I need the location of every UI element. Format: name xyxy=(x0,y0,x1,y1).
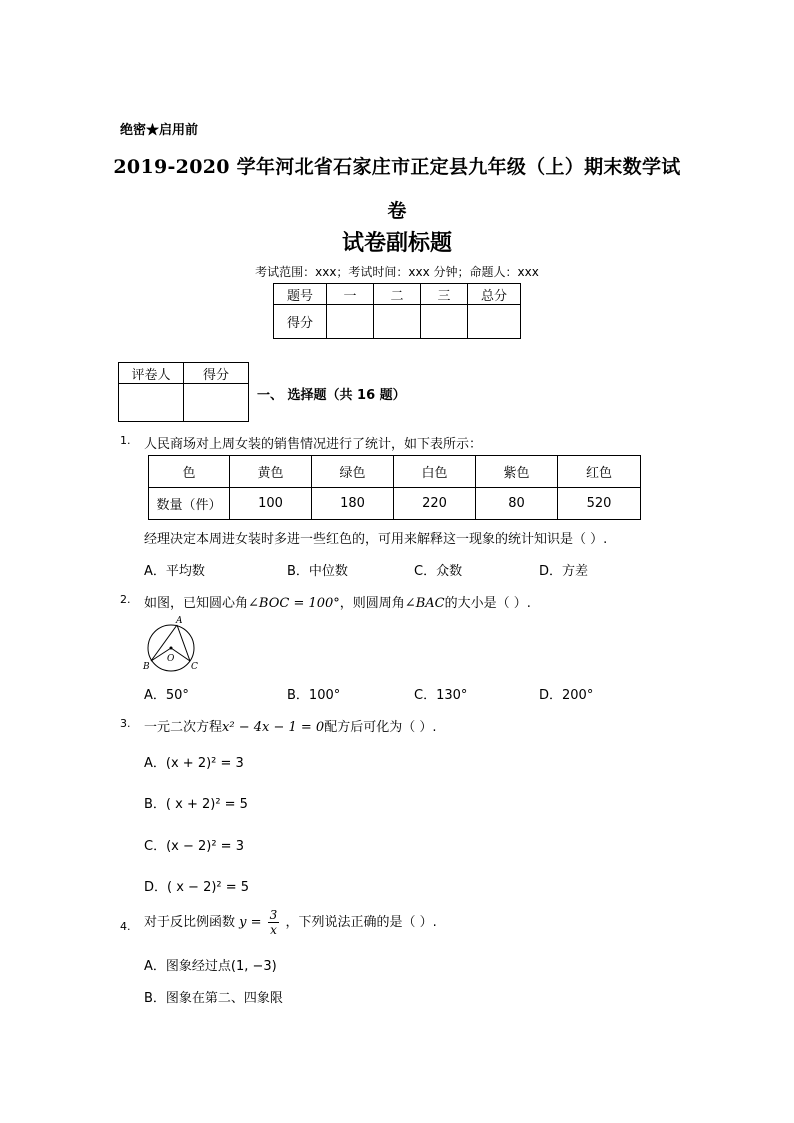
option-b: B．100° xyxy=(287,688,341,703)
score-header-cell: 总分 xyxy=(468,284,521,305)
option-b: B．中位数 xyxy=(287,564,348,579)
fraction-numerator: 3 xyxy=(269,908,278,922)
question-text xyxy=(144,592,531,611)
question-text-part: 的大小是（ ）. xyxy=(444,596,531,611)
option-b: B．( x + 2)² = 5 xyxy=(144,797,248,812)
label-a: A xyxy=(176,616,183,626)
sales-header-cell: 黄色 xyxy=(230,456,312,488)
exam-title-line2: 卷 xyxy=(387,200,407,222)
question-followup: 经理决定本周进女装时多进一些红色的，可用来解释这一现象的统计知识是（ ）. xyxy=(144,532,608,547)
exam-info: 考试范围：xxx；考试时间：xxx 分钟；命题人：xxx xyxy=(255,265,539,279)
option-b: B．图象在第二、四象限 xyxy=(144,991,283,1006)
sales-cell: 180 xyxy=(312,488,394,520)
question-text-part: 对于反比例函数 xyxy=(144,915,236,930)
option-c: C．130° xyxy=(414,688,468,703)
question-number: 1. xyxy=(120,434,131,447)
center-point xyxy=(170,647,173,650)
option-c: C．(x − 2)² = 3 xyxy=(144,839,244,854)
option-a: A．(x + 2)² = 3 xyxy=(144,756,244,771)
question-text-part: 一元二次方程 xyxy=(144,720,223,735)
function-lhs: y = xyxy=(239,915,262,930)
angle-expression: ∠BAC xyxy=(404,596,445,611)
grader-score-cell xyxy=(184,384,249,422)
grader-score-header: 得分 xyxy=(184,363,249,384)
question-text-part: 如图，已知圆心角 xyxy=(144,596,249,611)
option-a: A．平均数 xyxy=(144,564,205,579)
sales-header-cell: 紫色 xyxy=(476,456,558,488)
confidential-label: 绝密★启用前 xyxy=(120,123,199,138)
question-text: 人民商场对上周女装的销售情况进行了统计，如下表所示： xyxy=(144,437,483,452)
equation: x² − 4x − 1 = 0 xyxy=(222,720,325,735)
sales-table xyxy=(148,455,641,520)
label-b: B xyxy=(143,662,150,672)
exam-title xyxy=(90,145,704,233)
score-cell xyxy=(327,305,374,339)
exam-title-line1: 2019-2020 学年河北省石家庄市正定县九年级（上）期末数学试 xyxy=(113,156,681,178)
question-text-part: ，下列说法正确的是（ ）. xyxy=(285,915,437,930)
sales-cell: 520 xyxy=(558,488,641,520)
score-cell xyxy=(468,305,521,339)
sales-header-cell: 绿色 xyxy=(312,456,394,488)
sales-cell: 100 xyxy=(230,488,312,520)
sales-header-cell: 色 xyxy=(149,456,230,488)
angle-expression: ∠BOC = 100° xyxy=(248,596,340,611)
score-cell xyxy=(421,305,468,339)
option-a: A．50° xyxy=(144,688,189,703)
score-header-cell: 一 xyxy=(327,284,374,305)
section-heading: 一、 选择题（共 16 题） xyxy=(257,388,406,403)
chord-ac xyxy=(177,625,190,661)
exam-subtitle: 试卷副标题 xyxy=(341,230,452,256)
question-number: 3. xyxy=(120,717,131,730)
sales-cell: 数量（件） xyxy=(149,488,230,520)
grader-table xyxy=(118,362,249,422)
option-d: D．200° xyxy=(539,688,594,703)
option-d: D．( x − 2)² = 5 xyxy=(144,880,250,895)
score-header-cell: 三 xyxy=(421,284,468,305)
fraction-denominator: x xyxy=(270,923,277,937)
fraction xyxy=(268,908,280,937)
question-text-part: ，则圆周角 xyxy=(339,596,405,611)
score-header-cell: 二 xyxy=(374,284,421,305)
label-o: O xyxy=(167,654,175,664)
circle-figure xyxy=(140,614,202,674)
question-text xyxy=(144,716,436,735)
option-c: C．众数 xyxy=(414,564,463,579)
question-number: 2. xyxy=(120,593,131,606)
sales-header-cell: 白色 xyxy=(394,456,476,488)
question-text xyxy=(144,908,437,937)
question-text-part: 配方后可化为（ ）. xyxy=(324,720,437,735)
score-header-cell: 题号 xyxy=(274,284,327,305)
score-cell xyxy=(374,305,421,339)
label-c: C xyxy=(191,662,198,672)
sales-cell: 80 xyxy=(476,488,558,520)
option-a: A．图象经过点(1, −3) xyxy=(144,959,277,974)
option-d: D．方差 xyxy=(539,564,589,579)
grader-header: 评卷人 xyxy=(119,363,184,384)
question-number: 4. xyxy=(120,920,131,933)
sales-cell: 220 xyxy=(394,488,476,520)
score-row-label: 得分 xyxy=(274,305,327,339)
sales-header-cell: 红色 xyxy=(558,456,641,488)
grader-cell xyxy=(119,384,184,422)
score-table xyxy=(273,283,521,339)
